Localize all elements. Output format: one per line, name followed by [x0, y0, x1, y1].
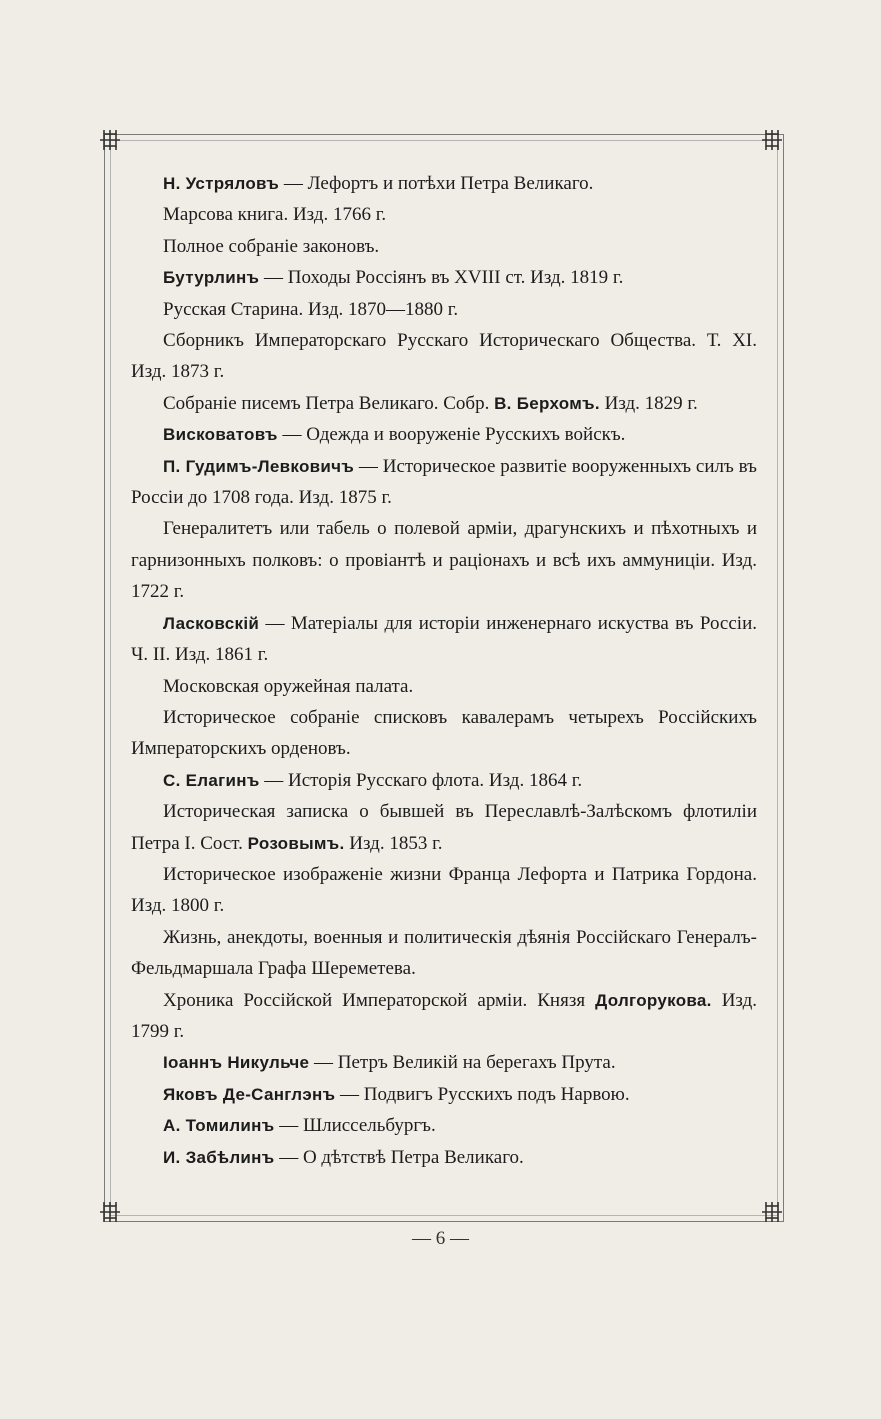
corner-ornament-bottom-right	[760, 1200, 784, 1224]
entry-text: — О дѣтствѣ Петра Великаго.	[274, 1146, 524, 1168]
bibliography-entry	[131, 513, 757, 607]
bibliography-entry	[131, 796, 757, 859]
entry-text: Полное собраніе законовъ.	[163, 235, 380, 257]
bibliography-entry	[131, 451, 757, 514]
corner-ornament-top-left	[98, 128, 122, 152]
entry-text: — Походы Россіянъ въ XVIII ст. Изд. 1819 г.	[259, 267, 624, 289]
entry-author: Ласковскій	[163, 613, 260, 633]
bibliography-entry	[131, 168, 757, 199]
entry-text: Русская Старина. Изд. 1870—1880 г.	[163, 298, 459, 320]
entry-text: Московская оружейная палата.	[163, 675, 414, 697]
bibliography-entry	[131, 419, 757, 450]
entry-text: — Подвигъ Русскихъ подъ Нарвою.	[335, 1083, 630, 1105]
corner-ornament-top-right	[760, 128, 784, 152]
entry-text: — Историческое развитіе вооруженныхъ силъ въ Россіи до 1708 года. Изд. 1875 г.	[131, 455, 757, 509]
entry-prefix: Собраніе писемъ Петра Великаго. Собр.	[163, 392, 495, 414]
bibliography-list	[131, 168, 757, 1173]
entry-text: Сборникъ Императорскаго Русскаго Историческаго Общества. Т. XI. Изд. 1873 г.	[131, 330, 757, 383]
entry-author: Н. Устряловъ	[163, 174, 280, 193]
entry-text: Жизнь, анекдоты, военныя и политическія дѣянія Россійскаго Генералъ-Фельдмаршала Графа Шереметева.	[131, 926, 757, 980]
entry-text: — Исторія Русскаго флота. Изд. 1864 г.	[259, 769, 583, 791]
entry-author: Іоаннъ Никульче	[163, 1053, 310, 1073]
bibliography-entry	[131, 608, 757, 671]
bibliography-entry	[131, 702, 757, 765]
entry-text: — Лефортъ и потѣхи Петра Великаго.	[279, 173, 594, 194]
bibliography-entry	[131, 922, 757, 985]
entry-text: — Матеріалы для исторіи инженернаго искуства въ Россіи. Ч. II. Изд. 1861 г.	[131, 612, 757, 666]
bibliography-entry	[131, 859, 757, 922]
corner-ornament-bottom-left	[98, 1200, 122, 1224]
bibliography-entry	[131, 325, 757, 388]
page-number: — 6 —	[412, 1228, 469, 1249]
bibliography-entry	[131, 1110, 757, 1141]
entry-author: А. Томилинъ	[163, 1116, 275, 1136]
entry-text: Историческое изображеніе жизни Франца Лефорта и Патрика Гордона. Изд. 1800 г.	[131, 863, 757, 917]
entry-author: Яковъ Де-Санглэнъ	[163, 1084, 336, 1104]
entry-prefix: Хроника Россійской Императорской арміи. Князя	[163, 989, 596, 1011]
entry-text: — Одежда и вооруженіе Русскихъ войскъ.	[277, 424, 626, 446]
bibliography-entry	[131, 1079, 757, 1110]
entry-author: Долгорукова.	[595, 990, 712, 1010]
bibliography-entry	[131, 199, 757, 230]
entry-author: Бутурлинъ	[163, 268, 260, 288]
entry-text: Генералитетъ или табель о полевой арміи, драгунскихъ и пѣхотныхъ и гарнизонныхъ полковъ: о провіантѣ и раціонахъ и всѣ ихъ аммуниціи. Изд. 1722 г.	[131, 518, 757, 603]
entry-author: Висковатовъ	[163, 425, 278, 445]
entry-text: Изд. 1829 г.	[599, 392, 698, 414]
bibliography-entry	[131, 671, 757, 702]
entry-text: Марсова книга. Изд. 1766 г.	[163, 204, 387, 226]
bibliography-entry	[131, 388, 757, 419]
entry-text: Изд. 1853 г.	[344, 832, 443, 854]
entry-author: П. Гудимъ-Левковичъ	[163, 456, 355, 476]
bibliography-entry	[131, 231, 757, 262]
bibliography-entry	[131, 765, 757, 796]
bibliography-entry	[131, 1142, 757, 1173]
entry-author: С. Елагинъ	[163, 770, 260, 790]
bibliography-entry	[131, 1047, 757, 1078]
entry-prefix: Историческая записка о бывшей въ Переславлѣ-Залѣскомъ флотиліи Петра I. Сост.	[131, 801, 757, 854]
bibliography-entry	[131, 294, 757, 325]
bibliography-entry	[131, 262, 757, 293]
entry-text: Изд. 1799 г.	[131, 989, 757, 1042]
entry-text: Историческое собраніе списковъ кавалерамъ четырехъ Россійскихъ Императорскихъ орденовъ.	[131, 706, 757, 760]
bibliography-entry	[131, 985, 757, 1048]
entry-text: — Шлиссельбургъ.	[274, 1115, 436, 1137]
entry-author: И. Забѣлинъ	[163, 1147, 275, 1167]
entry-author: В. Берхомъ.	[494, 393, 600, 413]
entry-author: Розовымъ.	[247, 833, 345, 853]
entry-text: — Петръ Великій на берегахъ Прута.	[309, 1052, 616, 1074]
